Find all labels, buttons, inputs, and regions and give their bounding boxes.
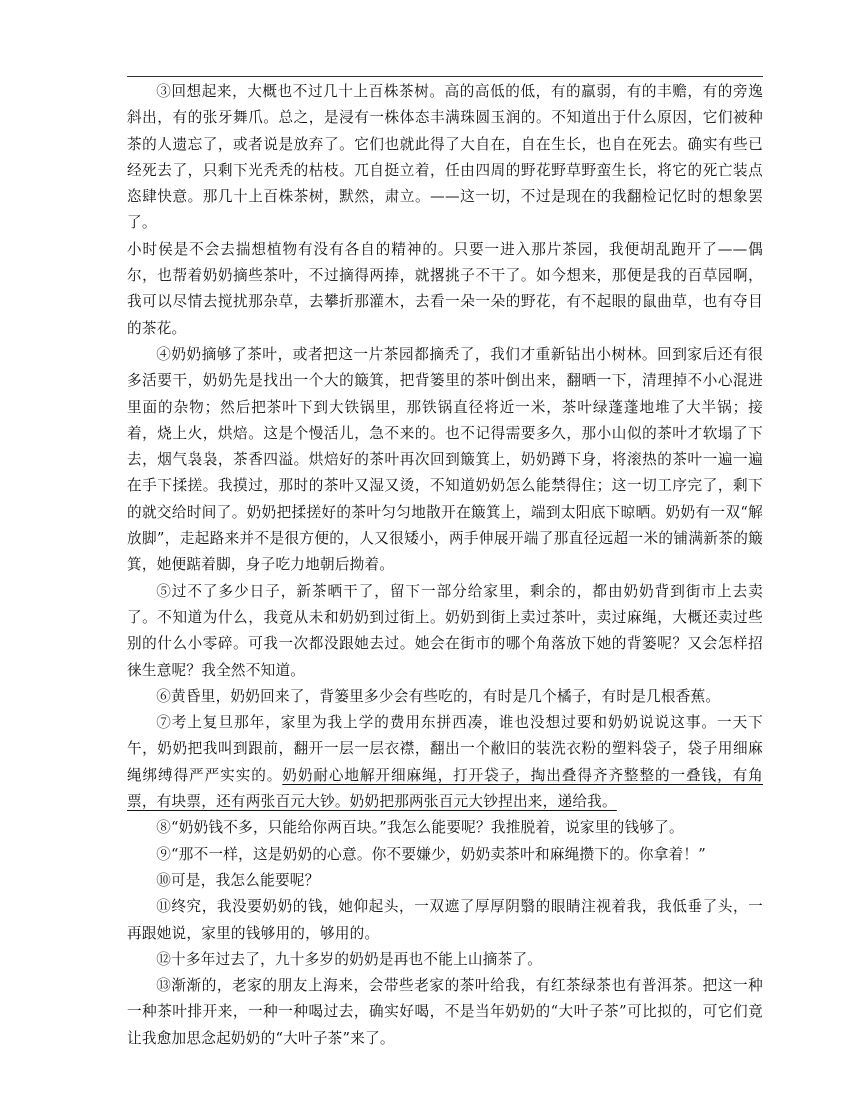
paragraph-3-continued: [127, 237, 763, 342]
paragraph-7: [127, 710, 763, 815]
paragraph-9: [127, 842, 763, 868]
paragraph-text: ⑤过不了多少日子，新茶晒干了，留下一部分给家里，剩余的，都由奶奶背到街市上去卖了。不知道为什么，我竟从未和奶奶到过街上。奶奶到街上卖过茶叶，卖过麻绳，大概还卖过些别的什么小零碎。可我一次都没跟她去过。她会在街市的哪个角落放下她的背篓呢？又会怎样招徕生意呢？我全然不知道。: [127, 582, 763, 679]
paragraph-text: ③回想起来，大概也不过几十上百株茶树。高的高低的低，有的羸弱，有的丰赡，有的旁逸斜出，有的张牙舞爪。总之，是浸有一株体态丰满珠圆玉润的。不知道出于什么原因，它们被种茶的人遗忘了，或者说是放弃了。它们也就此得了大自在，自在生长，也自在死去。确实有些已经死去了，只剩下光秃秃的枯枝。兀自挺立着，任由四周的野花野草野蛮生长，将它的死亡装点恣肆快意。那几十上百株茶树，默然，肃立。——这一切，不过是现在的我翻检记忆时的想象罢了。: [127, 83, 763, 232]
paragraph-6: [127, 684, 763, 710]
paragraph-12: [127, 947, 763, 973]
paragraph-13: [127, 973, 763, 1052]
article-body: [127, 79, 763, 1052]
paragraph-3: [127, 79, 763, 237]
paragraph-text: ⑦考上复旦那年，家里为我上学的费用东拼西凑，谁也没想过要和奶奶说说这事。一天下午，奶奶把我叫到跟前，翻开一层一层衣襟，翻出一个敝旧的装洗衣粉的塑料袋子，袋子用细麻绳绑缚得严严实实的。: [127, 714, 763, 784]
paragraph-text: ⑥黄昏里，奶奶回来了，背篓里多少会有些吃的，有时是几个橘子，有时是几根香蕉。: [156, 687, 721, 705]
paragraph-10: [127, 868, 763, 894]
paragraph-4: [127, 342, 763, 579]
paragraph-11: [127, 894, 763, 947]
paragraph-text: 小时侯是不会去揣想植物有没有各自的精神的。只要一进入那片茶园，我便胡乱跑开了——偶尔，也帮着奶奶摘些茶叶，不过摘得两捧，就撂挑子不干了。如今想来，那便是我的百草园啊，我可以尽情去搅扰那杂草，去攀折那灌木，去看一朵一朵的野花，有不起眼的鼠曲草，也有夺目的茶花。: [127, 240, 763, 337]
paragraph-text: ⑨“那不一样，这是奶奶的心意。你不要嫌少，奶奶卖茶叶和麻绳攒下的。你拿着！”: [156, 845, 706, 863]
paragraph-5: [127, 579, 763, 684]
paragraph-8: [127, 815, 763, 841]
paragraph-text: ⑬渐渐的，老家的朋友上海来，会带些老家的茶叶给我，有红茶绿茶也有普洱茶。把这一种一种茶叶排开来，一种一种喝过去，确实好喝，不是当年奶奶的“大叶子茶”可比拟的，可它们竟让我愈加思念起奶奶的“大叶子茶”来了。: [127, 977, 763, 1047]
header-rule: [127, 76, 763, 77]
paragraph-text: ⑫十多年过去了，九十多岁的奶奶是再也不能上山摘茶了。: [156, 950, 543, 968]
paragraph-text: ⑪终究，我没要奶奶的钱，她仰起头，一双遮了厚厚阴翳的眼睛注视着我，我低垂了头，一再跟她说，家里的钱够用的，够用的。: [127, 898, 763, 942]
paragraph-text: ④奶奶摘够了茶叶，或者把这一片茶园都摘秃了，我们才重新钻出小树林。回到家后还有很多活要干，奶奶先是找出一个大的簸箕，把背篓里的茶叶倒出来，翻晒一下，清理掉不小心混进里面的杂物；然后把茶叶下到大铁锅里，那铁锅直径将近一米，茶叶绿蓬蓬地堆了大半锅；接着，烧上火，烘焙。这是个慢活儿，急不来的。也不记得需要多久，那小山似的茶叶才软塌了下去，烟气袅袅，茶香四溢。烘焙好的茶叶再次回到簸箕上，奶奶蹲下身，将滚热的茶叶一遍一遍在手下揉搓。我摸过，那时的茶叶又湿又烫，不知道奶奶怎么能禁得住；这一切工序完了，剩下的就交给时间了。奶奶把揉搓好的茶叶匀匀地散开在簸箕上，端到太阳底下晾晒。奶奶有一双“解放脚”，走起路来并不是很方便的，人又很矮小，两手伸展开端了那直径远超一米的铺满新茶的簸箕，她便踮着脚，身子吃力地朝后拗着。: [127, 345, 763, 574]
paragraph-text: ⑩可是，我怎么能要呢？: [156, 871, 320, 889]
underlined-sentence: 奶奶耐心地解开细麻绳，打开袋子，掏出叠得齐齐整整的一叠钱，有角票，有块票，还有两张百元大钞。奶奶把那两张百元大钞捏出来，递给我。: [127, 766, 763, 811]
paragraph-text: ⑧“奶奶钱不多，只能给你两百块。”我怎么能要呢？我推脱着，说家里的钱够了。: [156, 819, 684, 837]
